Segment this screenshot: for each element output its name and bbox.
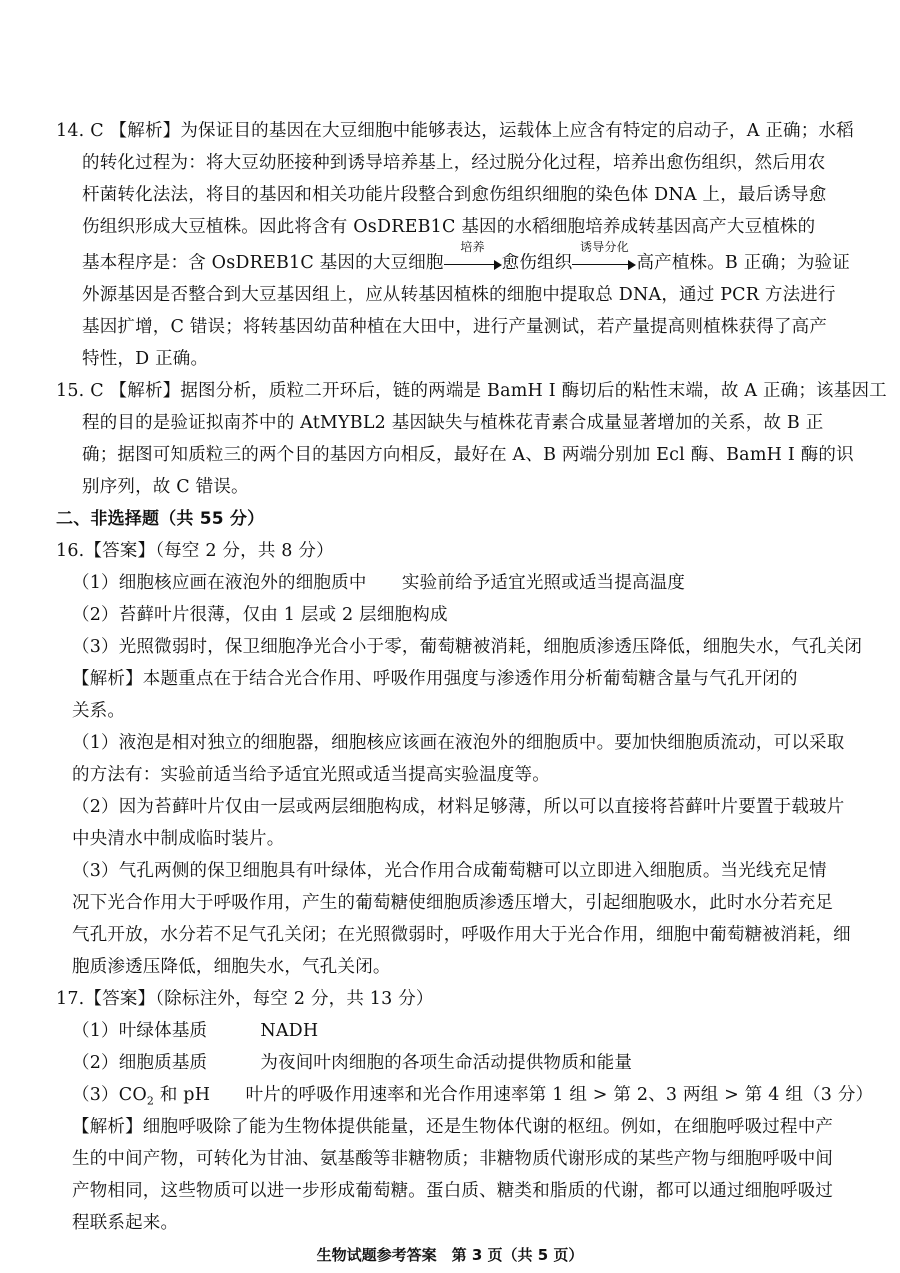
q16-answer-head: 16.【答案】（每空 2 分，共 8 分） [56, 541, 334, 561]
section-heading: 二、非选择题（共 55 分） [56, 509, 265, 529]
q15-line-4: 别序列，故 C 错误。 [82, 477, 249, 497]
q17-answer-1: （1）叶绿体基质 NADH [72, 1021, 319, 1041]
q14-line-7: 基因扩增，C 错误；将转基因幼苗种植在大田中，进行产量测试，若产量提高则植株获得了高产 [82, 317, 828, 337]
q14-line-5 [82, 240, 850, 274]
q16-explain-1: 【解析】本题重点在于结合光合作用、呼吸作用强度与渗透作用分析葡萄糖含量与气孔开闭的 [72, 669, 798, 689]
q14-line-8: 特性，D 正确。 [82, 349, 209, 369]
culture-arrow [444, 240, 502, 274]
culture-arrow-label: 培养 [460, 240, 485, 254]
differentiation-arrow [572, 240, 636, 274]
q16-explain-5: （2）因为苔藓叶片仅由一层或两层细胞构成，材料足够薄，所以可以直接将苔藓叶片要置于载玻片 [72, 797, 845, 817]
q17-explain-1: 【解析】细胞呼吸除了能为生物体提供能量，还是生物体代谢的枢纽。例如，在细胞呼吸过程中产 [72, 1117, 834, 1137]
q16-explain-8: 况下光合作用大于呼吸作用，产生的葡萄糖使细胞质渗透压增大，引起细胞吸水，此时水分若充足 [72, 893, 834, 913]
q14-line-5-part-a: 基本程序是：含 OsDREB1C 基因的大豆细胞 [82, 253, 444, 273]
q16-explain-10: 胞质渗透压降低，细胞失水，气孔关闭。 [72, 957, 391, 977]
q14-line-1: 14. C 【解析】为保证目的基因在大豆细胞中能够表达，运载体上应含有特定的启动子，A 正确；水稻 [56, 121, 854, 141]
q16-explain-6: 中央清水中制成临时装片。 [72, 829, 285, 849]
q15-line-1: 15. C 【解析】据图分析，质粒二开环后，链的两端是 BamH Ⅰ 酶切后的粘性末端，故 A 正确；该基因工 [56, 381, 887, 401]
q17-answer-2: （2）细胞质基质 为夜间叶肉细胞的各项生命活动提供物质和能量 [72, 1053, 633, 1073]
q16-explain-7: （3）气孔两侧的保卫细胞具有叶绿体，光合作用合成葡萄糖可以立即进入细胞质。当光线充足情 [72, 861, 827, 881]
q16-explain-2: 关系。 [72, 701, 126, 721]
q14-line-5-part-b: 愈伤组织 [501, 253, 573, 273]
q17-explain-3: 产物相同，这些物质可以进一步形成葡萄糖。蛋白质、糖类和脂质的代谢，都可以通过细胞呼吸过 [72, 1181, 834, 1201]
q17-answer-3-part-a: （3）CO [72, 1085, 147, 1105]
q17-explain-4: 程联系起来。 [72, 1213, 179, 1233]
q16-answer-2: （2）苔藓叶片很薄，仅由 1 层或 2 层细胞构成 [72, 605, 448, 625]
q14-line-5-part-c: 高产植株。B 正确；为验证 [636, 253, 850, 273]
q15-line-3: 确；据图可知质粒三的两个目的基因方向相反，最好在 A、B 两端分别加 Ecl 酶、BamH Ⅰ 酶的识 [82, 445, 854, 465]
q16-explain-9: 气孔开放，水分若不足气孔关闭；在光照微弱时，呼吸作用大于光合作用，细胞中葡萄糖被消耗，细 [72, 925, 851, 945]
q16-answer-1: （1）细胞核应画在液泡外的细胞质中 实验前给予适宜光照或适当提高温度 [72, 573, 686, 593]
q17-answer-3 [72, 1084, 873, 1113]
arrow-head-icon [494, 260, 502, 270]
q16-explain-4: 的方法有：实验前适当给予适宜光照或适当提高实验温度等。 [72, 765, 550, 785]
q14-line-3: 杆菌转化法法，将目的基因和相关功能片段整合到愈伤组织细胞的染色体 DNA 上，最后诱导愈 [82, 185, 827, 205]
arrow-head-icon [628, 260, 636, 270]
q14-line-6: 外源基因是否整合到大豆基因组上，应从转基因植株的细胞中提取总 DNA，通过 PCR 方法进行 [82, 285, 836, 305]
q14-line-4: 伤组织形成大豆植株。因此将含有 OsDREB1C 基因的水稻细胞培养成转基因高产大豆植株的 [82, 217, 816, 237]
q17-answer-3-subscript: 2 [146, 1094, 155, 1108]
q17-explain-2: 生的中间产物，可转化为甘油、氨基酸等非糖物质；非糖物质代谢形成的某些产物与细胞呼吸中间 [72, 1149, 834, 1169]
differentiation-arrow-label: 诱导分化 [580, 240, 629, 254]
q15-line-2: 程的目的是验证拟南芥中的 AtMYBL2 基因缺失与植株花青素合成量显著增加的关系，故 B 正 [82, 413, 824, 433]
page-footer: 生物试题参考答案 第 3 页（共 5 页） [316, 1246, 584, 1264]
q17-answer-head: 17.【答案】（除标注外，每空 2 分，共 13 分） [56, 989, 434, 1009]
q16-explain-3: （1）液泡是相对独立的细胞器，细胞核应该画在液泡外的细胞质中。要加快细胞质流动，可以采取 [72, 733, 845, 753]
q14-line-2: 的转化过程为：将大豆幼胚接种到诱导培养基上，经过脱分化过程，培养出愈伤组织，然后用农 [82, 153, 826, 173]
q16-answer-3: （3）光照微弱时，保卫细胞净光合小于零，葡萄糖被消耗，细胞质渗透压降低，细胞失水，气孔关闭 [72, 637, 863, 657]
q17-answer-3-part-b: 和 pH 叶片的呼吸作用速率和光合作用速率第 1 组 > 第 2、3 两组 > 第 4 组（3 分） [154, 1085, 874, 1105]
